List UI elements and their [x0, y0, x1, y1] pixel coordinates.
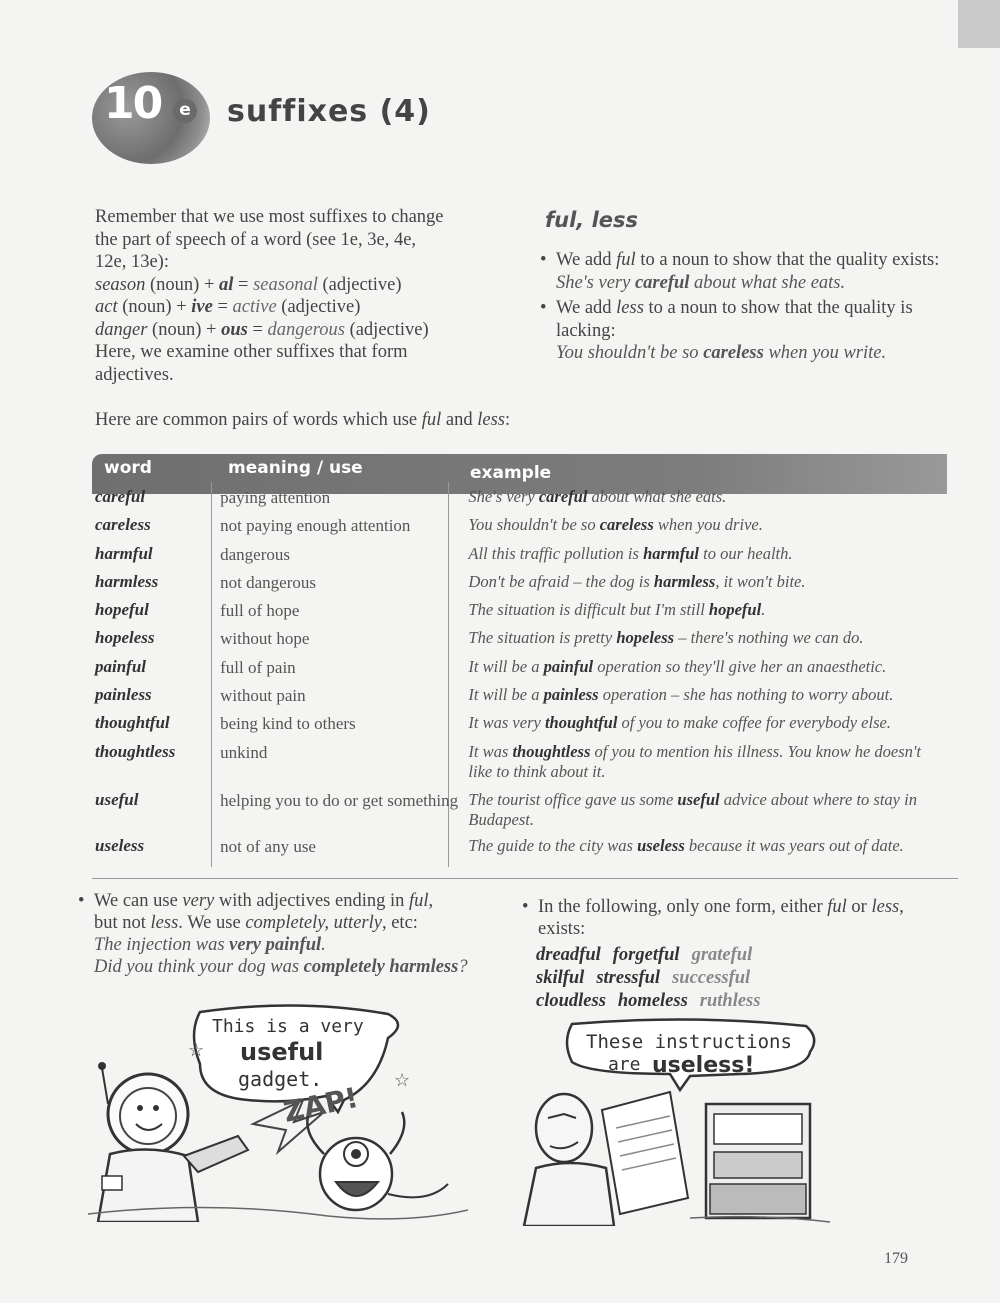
- ray-gun: [184, 1136, 248, 1172]
- cell-word: hopeful: [95, 600, 149, 620]
- very-note: [78, 890, 488, 981]
- cell-example: All this traffic pollution is harmful to our health.: [468, 543, 793, 563]
- one-form-note: [522, 896, 932, 1013]
- astronaut-cartoon: [88, 1004, 468, 1222]
- table-row: [95, 515, 945, 543]
- bubble-text: gadget.: [238, 1067, 323, 1091]
- page-title: suffixes (4): [227, 94, 431, 129]
- bubble-text-emphasis: useless!: [652, 1053, 755, 1078]
- ful-less-bullets: [540, 249, 940, 368]
- header-meaning: meaning / use: [228, 458, 363, 478]
- man-head: [536, 1094, 592, 1162]
- cell-word: hopeless: [95, 628, 155, 648]
- zap-sfx: ZAP!: [280, 1080, 362, 1129]
- cell-meaning: not of any use: [220, 836, 316, 856]
- cell-word: harmless: [95, 571, 159, 591]
- cell-meaning: not paying enough attention: [220, 516, 411, 536]
- word-table: [95, 487, 945, 864]
- cell-example: You shouldn't be so careless when you drive.: [468, 515, 763, 535]
- cell-word: thoughtless: [95, 741, 176, 761]
- table-row: [95, 657, 945, 685]
- intro-line: Remember that we use most suffixes to change: [95, 207, 444, 227]
- cell-example: It will be a painful operation so they'll give her an anaesthetic.: [468, 656, 887, 676]
- intro-example-season: season (noun) + al = seasonal (adjective): [95, 274, 402, 295]
- very-note-bullet: • We can use very with adjectives ending in ful, but not less. We use completely, utterly, etc: The injection was very painful. Did you think your dog was completely harmless?: [78, 890, 488, 978]
- table-row: [95, 544, 945, 572]
- cell-meaning: being kind to others: [220, 714, 356, 734]
- cell-meaning: full of pain: [220, 657, 296, 677]
- cell-example: She's very careful about what she eats.: [468, 487, 727, 506]
- table-row: [95, 713, 945, 741]
- cell-example: The situation is pretty hopeless – there's nothing we can do.: [468, 628, 864, 648]
- cell-example: The guide to the city was useless because it was years out of date.: [468, 835, 904, 855]
- cell-example: It was very thoughtful of you to make coffee for everybody else.: [468, 713, 891, 733]
- bubble-text: These instructions: [586, 1031, 792, 1053]
- table-row: [95, 742, 945, 790]
- star-icon: ☆: [188, 1040, 205, 1060]
- table-row: [95, 685, 945, 713]
- header-example: example: [470, 463, 552, 483]
- cell-meaning: helping you to do or get something: [220, 790, 459, 810]
- table-row: [95, 790, 945, 836]
- unit-letter: e: [173, 99, 197, 123]
- cell-example: The tourist office gave us some useful advice about where to stay in Budapest.: [468, 789, 917, 829]
- cell-word: careful: [95, 487, 146, 506]
- ful-less-heading: ful, less: [545, 208, 639, 232]
- cell-meaning: dangerous: [220, 544, 291, 564]
- intro-example-act: act (noun) + ive = active (adjective): [95, 297, 361, 317]
- flag-patch: [102, 1176, 122, 1190]
- table-row: [95, 628, 945, 656]
- bubble-text: are: [608, 1054, 641, 1075]
- bullet-ful: • We add ful to a noun to show that the quality exists: She's very careful about what she eats.: [540, 249, 940, 294]
- table-bottom-rule: [92, 878, 958, 879]
- cell-meaning: without pain: [220, 686, 306, 706]
- bubble-text-emphasis: useful: [240, 1038, 324, 1066]
- bubble-text: This is a very: [212, 1016, 364, 1037]
- cell-meaning: paying attention: [220, 488, 331, 507]
- intro-example-danger: danger (noun) + ous = dangerous (adjective): [95, 319, 429, 340]
- cell-example: Don't be afraid – the dog is harmless, it won't bite.: [468, 571, 806, 591]
- cell-word: painless: [95, 685, 152, 705]
- cell-word: careless: [95, 515, 151, 535]
- unit-number: 10: [104, 78, 162, 129]
- cell-example: The situation is difficult but I'm still hopeful.: [468, 600, 766, 620]
- alien-creature: [320, 1138, 392, 1210]
- instruction-sheet: [602, 1092, 688, 1214]
- star-icon: ☆: [394, 1070, 411, 1090]
- cell-word: harmful: [95, 543, 153, 563]
- cell-meaning: not dangerous: [220, 572, 316, 592]
- bullet-less: • We add less to a noun to show that the quality is lacking: You shouldn't be so careless when you write.: [540, 297, 940, 365]
- intro-line: 12e, 13e):: [95, 252, 169, 272]
- instructions-cartoon: [520, 1018, 840, 1226]
- cell-example: It will be a painless operation – she has nothing to worry about.: [468, 685, 894, 705]
- cell-word: useful: [95, 789, 139, 809]
- intro-line: the part of speech of a word (see 1e, 3e, 4e,: [95, 229, 417, 250]
- page-edge-tab: [958, 0, 1000, 48]
- cell-example: It was thoughtless of you to mention his illness. You know he doesn't like to think about it.: [468, 741, 922, 781]
- header-word: word: [104, 458, 152, 478]
- intro-line: adjectives.: [95, 364, 174, 385]
- table-row: [95, 487, 945, 515]
- cell-meaning: full of hope: [220, 601, 300, 621]
- table-row: [95, 600, 945, 628]
- adjective-list: dreadful forgetful grateful skilful stressful successful cloudless homeless ruthless: [536, 945, 761, 1011]
- intro-line: Here, we examine other suffixes that form: [95, 342, 408, 362]
- table-row: [95, 572, 945, 600]
- pairs-intro: Here are common pairs of words which use ful and less:: [95, 410, 511, 430]
- intro-paragraph: [95, 206, 515, 386]
- cell-meaning: unkind: [220, 742, 268, 762]
- cell-meaning: without hope: [220, 629, 310, 649]
- cell-word: thoughtful: [95, 713, 170, 733]
- cell-word: useless: [95, 835, 145, 855]
- page-number: 179: [884, 1250, 908, 1267]
- table-row: [95, 836, 945, 864]
- one-form-bullet: • In the following, only one form, either ful or less, exists:: [522, 896, 932, 940]
- cell-word: painful: [95, 656, 147, 676]
